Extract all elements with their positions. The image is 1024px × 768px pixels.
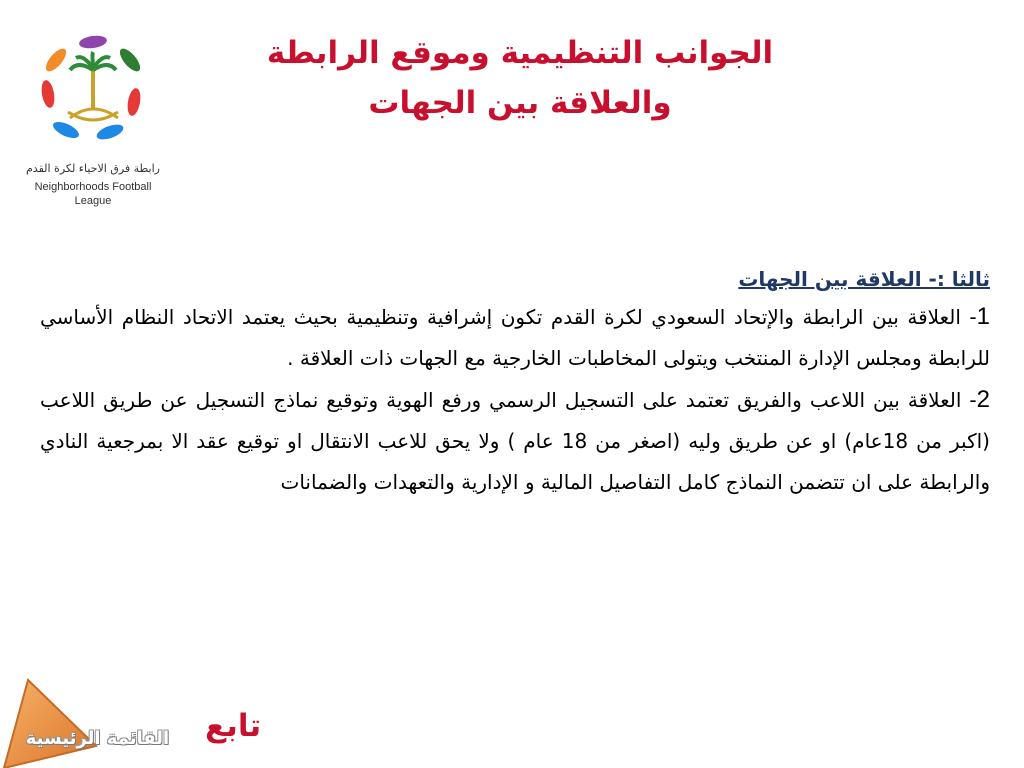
logo-arabic-name: رابطة فرق الاحياء لكرة القدم: [26, 162, 160, 175]
section-heading: ثالثا :- العلاقة بين الجهات: [738, 267, 990, 291]
item-2-text: - العلاقة بين اللاعب والفريق تعتمد على التسجيل الرسمي ورفع الهوية وتوقيع نماذج التسجيل عن طريق اللاعب (اكبر من 18عام) او عن طريق وليه (اصغر من 18 عام ) ولا يحق للاعب الانتقال او توقيع عقد الا بمرجعية النادي والرابطة على ان تتضمن النماذج كامل التفاصيل المالية و الإدارية والتعهدات والضمانات: [40, 388, 990, 494]
paragraph-item-2: [40, 379, 990, 503]
home-menu-button[interactable]: [0, 676, 200, 768]
home-triangle-icon: [0, 676, 200, 768]
league-emblem-icon: [18, 30, 168, 160]
home-menu-label: القائمة الرئيسية: [25, 728, 170, 749]
content-body: [40, 262, 990, 503]
next-link[interactable]: تابع: [205, 708, 262, 744]
league-logo: [18, 30, 168, 207]
logo-english-line2: League: [74, 195, 112, 207]
logo-english-line1: Neighborhoods Football: [34, 181, 152, 193]
slide-title-line1: الجوانب التنظيمية وموقع الرابطة: [266, 35, 774, 71]
slide-title-line2: والعلاقة بين الجهات: [368, 85, 672, 121]
slide-title: [260, 28, 780, 128]
item-1-number: 1: [976, 303, 990, 330]
paragraph-item-1: [40, 296, 990, 379]
item-1-text: - العلاقة بين الرابطة والإتحاد السعودي لكرة القدم تكون إشرافية وتنظيمية بحيث يعتمد الاتحاد النظام الأساسي للرابطة ومجلس الإدارة المنتخب ويتولى المخاطبات الخارجية مع الجهات ذات العلاقة .: [40, 305, 990, 370]
item-2-number: 2: [976, 386, 990, 413]
logo-english-name: [18, 180, 168, 208]
